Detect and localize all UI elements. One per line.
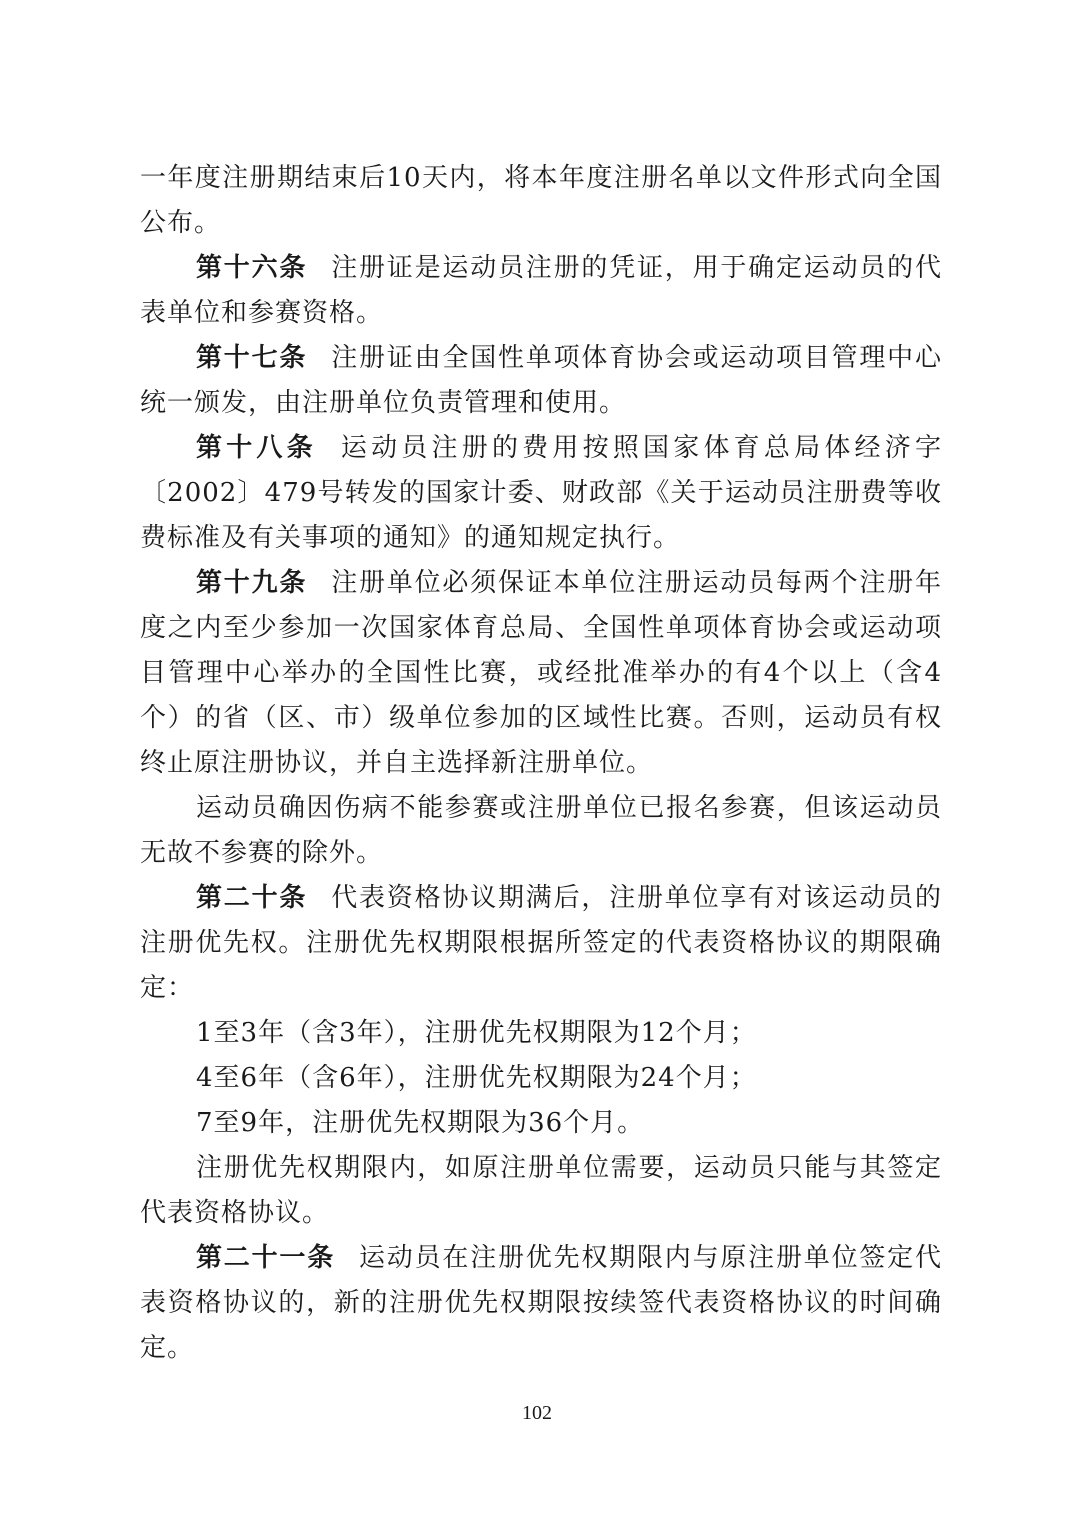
article-19-exception (140, 786, 942, 876)
priority-term-item (140, 1101, 942, 1146)
article-21 (140, 1236, 942, 1371)
paragraph-text: 一年度注册期结束后10天内，将本年度注册名单以文件形式向全国公布。 (140, 163, 942, 238)
article-18 (140, 426, 942, 561)
article-title: 第十七条 (196, 343, 308, 373)
article-text: 注册单位必须保证本单位注册运动员每两个注册年度之内至少参加一次国家体育总局、全国性单项体育协会或运动项目管理中心举办的全国性比赛，或经批准举办的有4个以上（含4个）的省（区、市）级单位参加的区域性比赛。否则，运动员有权终止原注册协议，并自主选择新注册单位。 (140, 568, 942, 778)
article-title: 第二十一条 (196, 1243, 335, 1273)
priority-term-item (140, 1011, 942, 1056)
paragraph-text: 7至9年，注册优先权期限为36个月。 (196, 1108, 645, 1138)
article-20 (140, 876, 942, 1011)
priority-term-note (140, 1146, 942, 1236)
priority-term-item (140, 1056, 942, 1101)
paragraph-text: 1至3年（含3年），注册优先权期限为12个月； (196, 1018, 757, 1048)
article-16 (140, 246, 942, 336)
paragraph-continuation (140, 156, 942, 246)
article-title: 第十六条 (196, 253, 308, 283)
paragraph-text: 注册优先权期限内，如原注册单位需要，运动员只能与其签定代表资格协议。 (140, 1153, 942, 1228)
page-number: 102 (522, 1402, 552, 1424)
article-text: 代表资格协议期满后，注册单位享有对该运动员的注册优先权。注册优先权期限根据所签定的代表资格协议的期限确定： (140, 883, 942, 1003)
article-title: 第十九条 (196, 568, 308, 598)
document-body (140, 156, 942, 1371)
article-text: 注册证由全国性单项体育协会或运动项目管理中心统一颁发，由注册单位负责管理和使用。 (140, 343, 942, 418)
article-title: 第十八条 (196, 433, 317, 463)
article-title: 第二十条 (196, 883, 308, 913)
article-19 (140, 561, 942, 786)
paragraph-text: 运动员确因伤病不能参赛或注册单位已报名参赛，但该运动员无故不参赛的除外。 (140, 793, 942, 868)
article-text: 运动员在注册优先权期限内与原注册单位签定代表资格协议的，新的注册优先权期限按续签代表资格协议的时间确定。 (140, 1243, 942, 1363)
article-text: 运动员注册的费用按照国家体育总局体经济字〔2002〕479号转发的国家计委、财政部《关于运动员注册费等收费标准及有关事项的通知》的通知规定执行。 (140, 433, 942, 553)
article-17 (140, 336, 942, 426)
paragraph-text: 4至6年（含6年），注册优先权期限为24个月； (196, 1063, 757, 1093)
article-text: 注册证是运动员注册的凭证，用于确定运动员的代表单位和参赛资格。 (140, 253, 942, 328)
